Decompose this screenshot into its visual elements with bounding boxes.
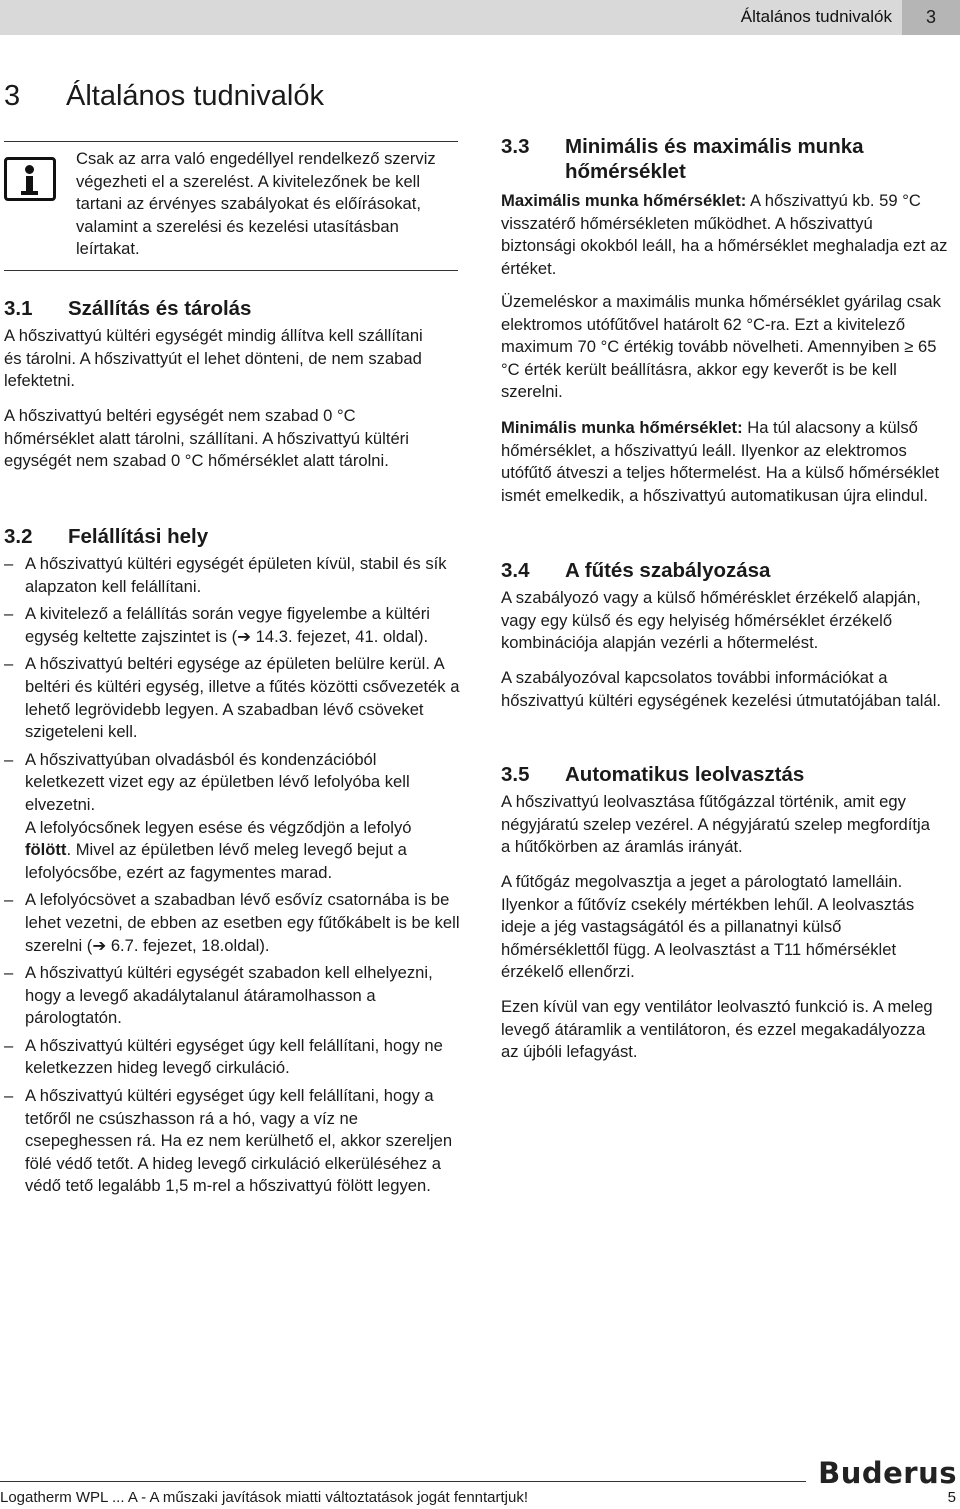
info-rule-bottom xyxy=(4,270,458,271)
section-3-3-heading xyxy=(501,134,941,184)
section-3-4-p2: A szabályozóval kapcsolatos további információkat a hőszivattyú kültéri egységének kezelési útmutatójában talál. xyxy=(501,668,941,710)
list-item-bold: fölött xyxy=(25,840,67,860)
section-3-5-heading xyxy=(501,762,804,787)
section-3-4-heading xyxy=(501,558,770,583)
section-3-1-p1: A hőszivattyú kültéri egységét mindig állítva kell szállítani és tárolni. A hőszivattyút el lehet dönteni, de nem szabad lefektetni. xyxy=(4,326,423,391)
list-item: – A hőszivattyú kültéri egységét épületen kívül, stabil és sík alapzaton kell felállítani. xyxy=(4,553,460,598)
section-3-2-heading xyxy=(4,524,208,549)
header-bar xyxy=(0,0,960,35)
section-3-5-p3: Ezen kívül van egy ventilátor leolvasztó funkció is. A meleg levegő átáramlik a ventilátoron, és ezzel megakadályozza az újbóli lefagyást. xyxy=(501,997,933,1062)
section-number: 3.1 xyxy=(4,297,33,320)
footer-text: Logatherm WPL ... A - A műszaki javítások miatti változtatások jogát fenntartjuk! xyxy=(0,1489,529,1506)
section-title: A fűtés szabályozása xyxy=(565,559,771,582)
list-item: – A hőszivattyú beltéri egysége az épületen belülre kerül. A beltéri és kültéri egység, illetve a fűtés közötti csővezeték a lehető legrövidebb legyen. A szabadban lévő csöveket szigeteleni kell. xyxy=(4,653,460,743)
list-item: – A lefolyócsövet a szabadban lévő esővíz csatornába is be lehet vezetni, de ebben az esetben egy fűtőkábelt is be kell szerelni (➔ 6.7. fejezet, 18.oldal). xyxy=(4,889,460,957)
list-item-text: A lefolyócsőnek legyen esése és végződjön a lefolyó xyxy=(25,817,412,837)
page-title xyxy=(4,80,324,113)
info-note: Csak az arra való engedéllyel rendelkező szerviz végezheti el a szerelést. A kivitelezőnek be kell tartani az érvényes szabályokat és előírásokat, valamint a szerelési és kezelési utasításban leírtakat. xyxy=(76,149,436,259)
section-3-5-p2: A fűtőgáz megolvasztja a jeget a párologtató lamelláin. Ilyenkor a fűtővíz csekély mértékben lehűl. A leolvasztás ideje a jég vastagságától és a pillanatnyi külső hőmérséklettől függ. A leolvasztást a T11 hőmérséklet érzékelő ellenőrzi. xyxy=(501,872,915,982)
section-3-1-heading xyxy=(4,296,251,321)
list-item xyxy=(4,749,460,885)
list-item-text: A hőszivattyúban olvadásból és kondenzációból keletkezett vizet egy az épületben lévő lefolyóba kell elvezetni. xyxy=(25,749,410,814)
list-item-text: . Mivel az épületben lévő meleg levegő bejut a lefolyócsőbe, ezért az fagymentes marad. xyxy=(25,840,407,882)
section-number: 3.3 xyxy=(501,135,530,158)
header-chapter-number: 3 xyxy=(902,0,960,35)
section-title: Felállítási hely xyxy=(68,525,209,548)
min-temp-label: Minimális munka hőmérséklet: xyxy=(501,418,743,437)
buderus-logo: Buderus xyxy=(818,1456,957,1490)
list-item: – A hőszivattyú kültéri egységet úgy kell felállítani, hogy ne keletkezzen hideg levegő cirkuláció. xyxy=(4,1035,460,1080)
section-title: Szállítás és tárolás xyxy=(68,297,252,320)
page-title-number: 3 xyxy=(4,80,21,112)
section-3-5-p1: A hőszivattyú leolvasztása fűtőgázzal történik, amit egy négyjáratú szelep vezérel. A négyjáratú szelep megfordítja a hűtőkörben az áramlás irányát. xyxy=(501,792,930,857)
header-title: Általános tudnivalók xyxy=(740,7,892,26)
section-title: Minimális és maximális munka hőmérséklet xyxy=(565,135,864,183)
min-temp-text: Ha túl alacsony a külső hőmérséklet, a hőszivattyú leáll. Ilyenkor az elektromos utófűtő átveszi a teljes hőtermelést. Ha a külső hőmérséklet ismét emelkedik, a hőszivattyú automatikusan újra elindul. xyxy=(501,418,940,505)
list-item: – A kivitelező a felállítás során vegye figyelembe a kültéri egység keltette zajszintet is (➔ 14.3. fejezet, 41. oldal). xyxy=(4,603,460,648)
info-icon xyxy=(4,157,56,201)
section-3-1-p2: A hőszivattyú beltéri egységét nem szabad 0 °C hőmérséklet alatt tárolni, szállítani. A hőszivattyú kültéri egységét nem szabad 0 °C hőmérséklet alatt tárolni. xyxy=(4,406,409,471)
list-item: – A hőszivattyú kültéri egységet úgy kell felállítani, hogy a tetőről ne csúszhasson rá a hó, vagy a víz ne csepeghessen rá. Ha ez nem kerülhető el, akkor szereljen fölé védő tetőt. A hideg levegő cirkuláció elkerüléséhez a védő tető legalább 1,5 m-rel a hőszivattyú fölött legyen. xyxy=(4,1085,460,1198)
footer-rule xyxy=(0,1481,806,1482)
list-item: – A hőszivattyú kültéri egységét szabadon kell elhelyezni, hogy a levegő akadálytalanul átáramolhasson a párologtatón. xyxy=(4,962,460,1030)
footer-page-number: 5 xyxy=(947,1489,956,1506)
section-3-3-min xyxy=(501,417,941,507)
max-temp-text: A hőszivattyú kb. 59 °C visszatérő hőmérsékleten működhet. A hőszivattyú biztonsági okokból leáll, ha a hőmérséklet meghaladja ezt az értéket. xyxy=(501,191,948,278)
section-number: 3.5 xyxy=(501,763,530,786)
section-title: Automatikus leolvasztás xyxy=(565,763,805,786)
section-number: 3.4 xyxy=(501,559,530,582)
placement-list xyxy=(4,553,460,1203)
max-temp-label: Maximális munka hőmérséklet: xyxy=(501,191,747,210)
section-3-3-max xyxy=(501,190,951,280)
page-title-text: Általános tudnivalók xyxy=(66,80,324,112)
section-3-4-p1: A szabályozó vagy a külső hőmérésklet érzékelő alapján, vagy egy külső és egy helyiség hőmérséklet érzékelő kombinációja alapján vezérli a hőtermelést. xyxy=(501,588,921,653)
info-rule-top xyxy=(4,141,458,142)
section-3-3-p2: Üzemeléskor a maximális munka hőmérséklet gyárilag csak elektromos utófűtővel határolt 62 °C-ra. Ezt a kivitelező maximum 70 °C értékig tovább növelheti. Amennyiben ≥ 65 °C érték került beállításra, akkor egy keverőt is be kell szerelni. xyxy=(501,292,941,402)
section-number: 3.2 xyxy=(4,525,33,548)
